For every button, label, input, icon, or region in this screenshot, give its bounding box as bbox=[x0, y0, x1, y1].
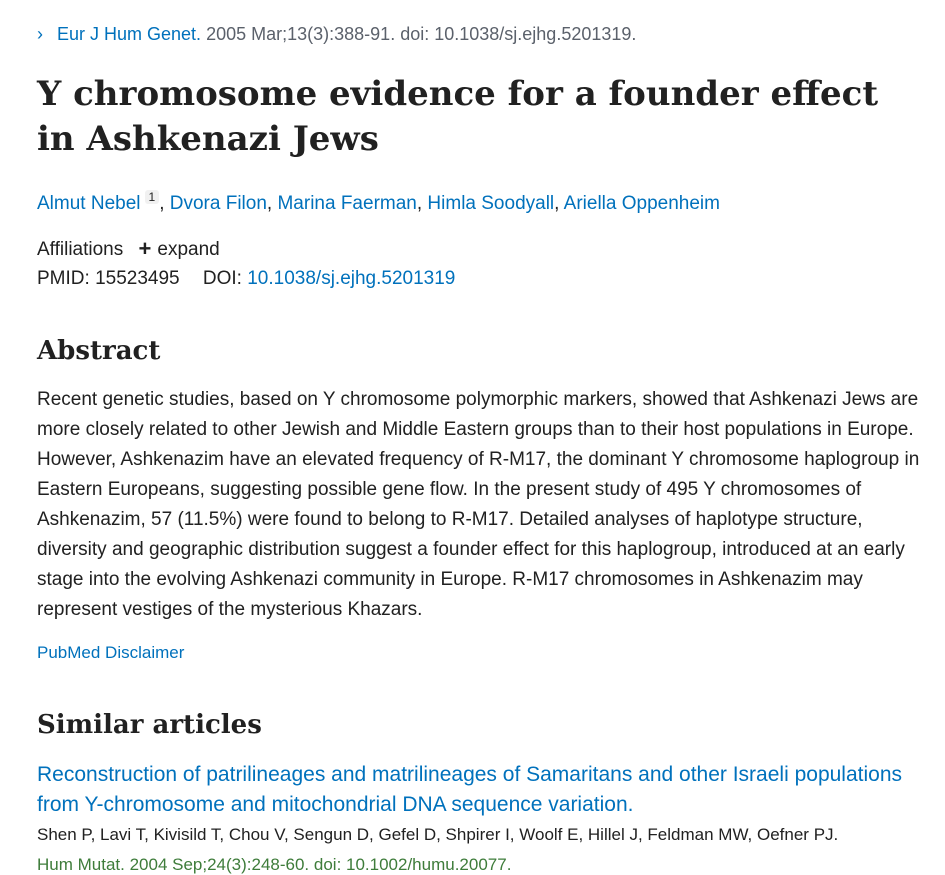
abstract-heading: Abstract bbox=[37, 336, 161, 366]
identifiers-row bbox=[37, 268, 455, 290]
article-title: Y chromosome evidence for a founder effect in Ashkenazi Jews bbox=[37, 74, 879, 159]
author-link[interactable]: Almut Nebel bbox=[37, 193, 141, 214]
doi-label: DOI: bbox=[202, 268, 242, 289]
affiliations-expand-button[interactable] bbox=[138, 236, 220, 261]
pmid-label: PMID: bbox=[37, 268, 90, 289]
similar-articles-heading: Similar articles bbox=[37, 710, 262, 740]
similar-article-title-link[interactable]: Reconstruction of patrilineages and matrilineages of Samaritans and other Israeli populations from Y-chromosome and mitochondrial DNA sequence variation. bbox=[37, 763, 902, 816]
abstract-text: Recent genetic studies, based on Y chromosome polymorphic markers, showed that Ashkenazi Jews are more closely related to other Jewish and Middle Eastern groups than to their host populations in Europe. However, Ashkenazim have an elevated frequency of R-M17, the dominant Y chromosome haplogroup in Eastern Europeans, suggesting possible gene flow. In the present study of 495 Y chromosomes of Ashkenazim, 57 (11.5%) were found to belong to R-M17. Detailed analyses of haplotype structure, diversity and geographic distribution suggest a founder effect for this haplogroup, introduced at an early stage into the evolving Ashkenazi community in Europe. R-M17 chromosomes in Ashkenazim may represent vestiges of the mysterious Khazars. bbox=[37, 389, 920, 620]
author-separator: , bbox=[416, 193, 428, 214]
author-link[interactable]: Himla Soodyall bbox=[427, 193, 555, 214]
author-link[interactable]: Marina Faerman bbox=[277, 193, 417, 214]
plus-icon: + bbox=[138, 236, 152, 261]
author-list bbox=[37, 190, 720, 215]
affiliation-badge[interactable]: 1 bbox=[145, 190, 160, 204]
journal-citation bbox=[37, 24, 636, 45]
author-link[interactable]: Ariella Oppenheim bbox=[563, 193, 720, 214]
affiliations-label: Affiliations bbox=[37, 239, 124, 260]
similar-article-citation: Hum Mutat. 2004 Sep;24(3):248-60. doi: 10.1002/humu.20077. bbox=[37, 855, 512, 874]
author-link[interactable]: Dvora Filon bbox=[169, 193, 267, 214]
pubmed-disclaimer-link[interactable]: PubMed Disclaimer bbox=[37, 643, 185, 662]
journal-citation-text: 2005 Mar;13(3):388-91. doi: 10.1038/sj.ejhg.5201319. bbox=[206, 24, 637, 44]
similar-article-authors: Shen P, Lavi T, Kivisild T, Chou V, Sengun D, Gefel D, Shpirer I, Woolf E, Hillel J, Feldman MW, Oefner PJ. bbox=[37, 825, 839, 844]
affiliations-row bbox=[37, 236, 220, 262]
doi-link[interactable]: 10.1038/sj.ejhg.5201319 bbox=[247, 268, 456, 289]
chevron-right-icon[interactable]: › bbox=[37, 24, 43, 44]
author-separator: , bbox=[554, 193, 564, 214]
author-separator: , bbox=[159, 193, 170, 214]
expand-label: expand bbox=[157, 239, 220, 260]
pmid-value: 15523495 bbox=[95, 268, 180, 289]
author-separator: , bbox=[266, 193, 278, 214]
journal-link[interactable]: Eur J Hum Genet. bbox=[57, 24, 202, 44]
